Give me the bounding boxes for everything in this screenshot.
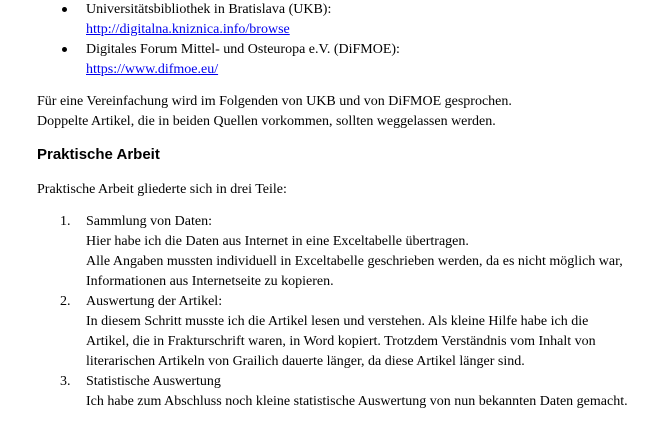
- list-number: 1.: [60, 214, 71, 229]
- list-number: 2.: [60, 294, 71, 309]
- list-item: [0, 0, 660, 40]
- bullet-icon: [62, 47, 67, 52]
- step-body: In diesem Schritt musste ich die Artikel lesen und verstehen. Als kleine Hilfe habe ich die Artikel, die in Frakturschrift waren, in Word kopiert. Trotzdem Verständnis vom Inhalt von literarischen Artikeln von Grailich dauerte länger, da diese Artikel länger sind.: [86, 314, 596, 369]
- step-title: Sammlung von Daten:: [86, 214, 212, 229]
- source-name: Digitales Forum Mittel- und Osteuropa e.V. (DiFMOE):: [86, 42, 400, 57]
- bullet-icon: [62, 7, 67, 12]
- list-item: [0, 40, 660, 80]
- source-list: [0, 0, 660, 80]
- intro-paragraph: [37, 92, 647, 132]
- list-item: [0, 372, 660, 412]
- step-body: Hier habe ich die Daten aus Internet in eine Exceltabelle übertragen.: [86, 234, 469, 249]
- list-item: [0, 292, 660, 372]
- intro-line: Doppelte Artikel, die in beiden Quellen vorkommen, sollten weggelassen werden.: [37, 114, 496, 129]
- source-link[interactable]: https://www.difmoe.eu/: [86, 62, 219, 77]
- section-intro: Praktische Arbeit gliederte sich in drei Teile:: [37, 182, 287, 197]
- step-body: Ich habe zum Abschluss noch kleine statistische Auswertung von nun bekannten Daten gemacht.: [86, 394, 628, 409]
- step-title: Statistische Auswertung: [86, 374, 221, 389]
- step-title: Auswertung der Artikel:: [86, 294, 223, 309]
- step-body: Alle Angaben mussten individuell in Exceltabelle geschrieben werden, da es nicht möglich war, Informationen aus Internetseite zu kopieren.: [86, 254, 623, 289]
- intro-line: Für eine Vereinfachung wird im Folgenden von UKB und von DiFMOE gesprochen.: [37, 94, 512, 109]
- source-link[interactable]: http://digitalna.kniznica.info/browse: [86, 22, 290, 37]
- list-item: [0, 212, 660, 292]
- steps-list: [0, 212, 660, 412]
- list-number: 3.: [60, 374, 71, 389]
- section-heading: Praktische Arbeit: [37, 146, 160, 163]
- source-name: Universitätsbibliothek in Bratislava (UKB):: [86, 2, 332, 17]
